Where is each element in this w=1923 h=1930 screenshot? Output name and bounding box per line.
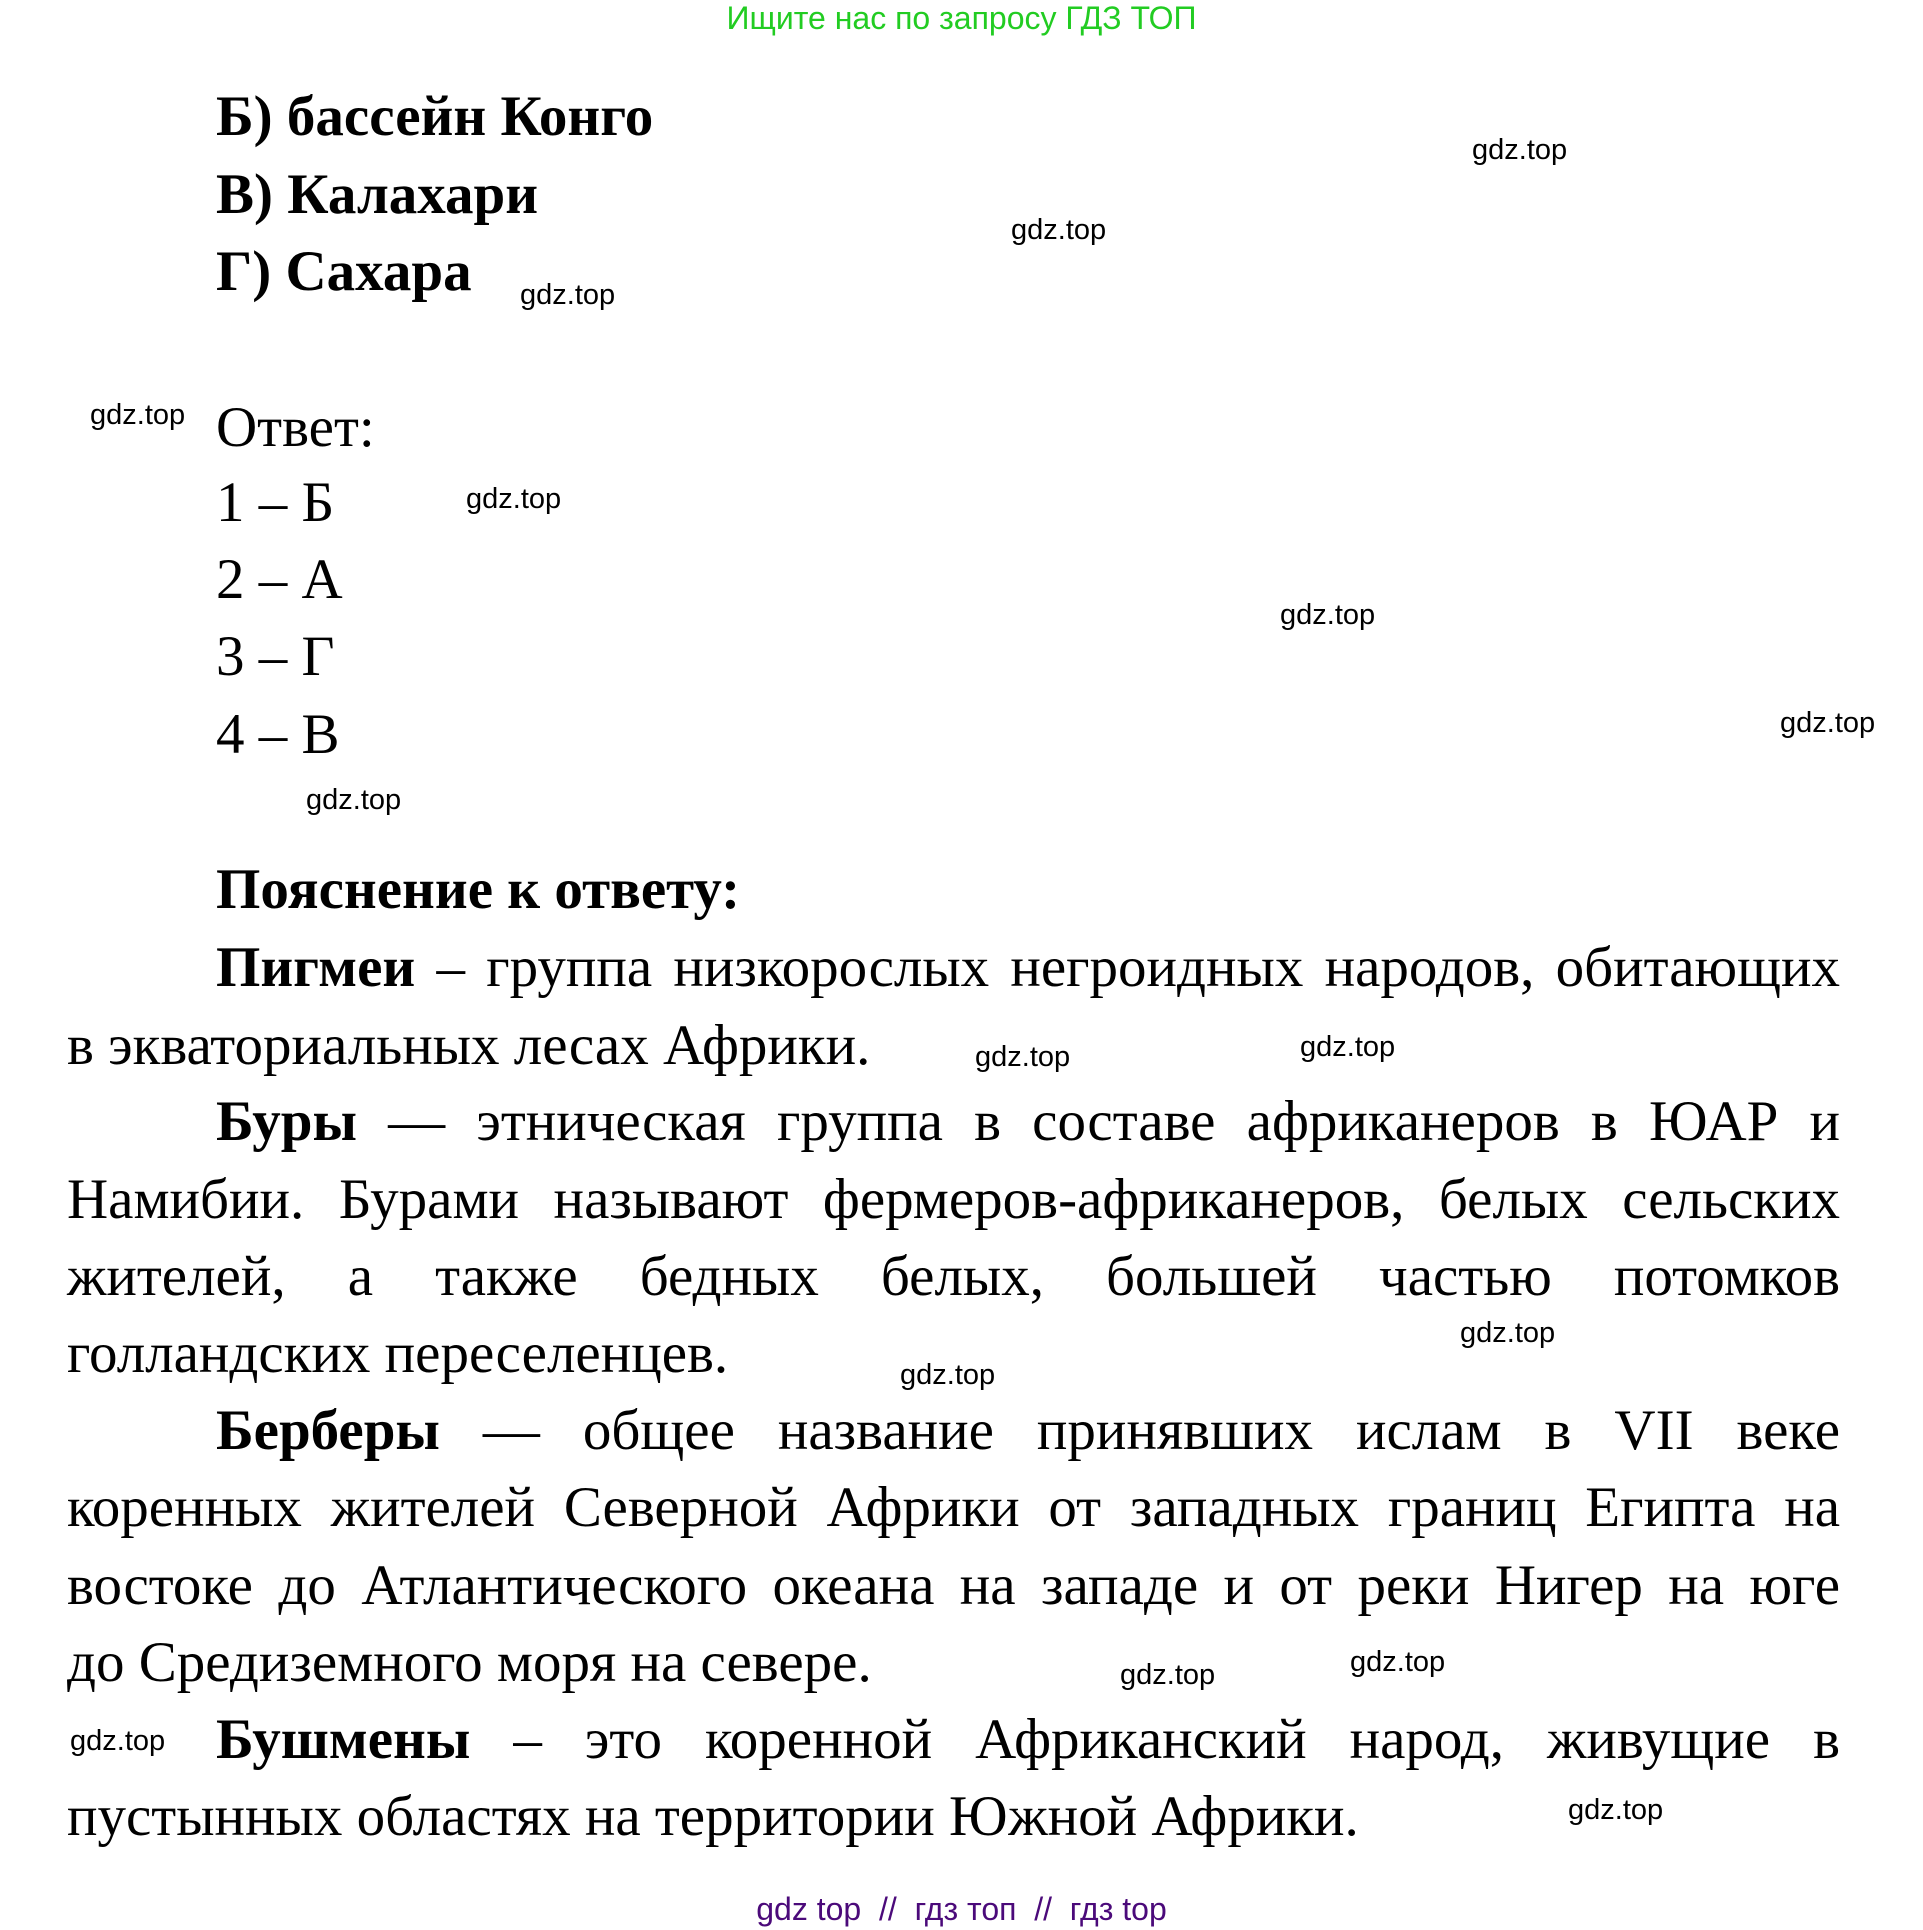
boers-line: жителей, а также бедных белых, большей частью потомков bbox=[67, 1245, 1840, 1308]
watermark: gdz.top bbox=[975, 1041, 1071, 1073]
bushmen-line bbox=[216, 1708, 1840, 1772]
answer-item: 2 – А bbox=[216, 548, 343, 611]
boers-line bbox=[216, 1090, 1840, 1154]
berbers-line: востоке до Атлантического океана на западе и от реки Нигер на юге bbox=[67, 1554, 1840, 1617]
option-g: Г) Сахара bbox=[216, 240, 472, 303]
watermark: gdz.top bbox=[1568, 1794, 1664, 1826]
watermark: gdz.top bbox=[1011, 214, 1107, 246]
text: — этническая группа в составе африканеров в ЮАР и bbox=[356, 1090, 1840, 1153]
pygmies-line: в экваториальных лесах Африки. bbox=[67, 1014, 871, 1077]
option-b: Б) бассейн Конго bbox=[216, 85, 654, 148]
watermark: gdz.top bbox=[1780, 707, 1876, 739]
berbers-line: коренных жителей Северной Африки от западных границ Египта на bbox=[67, 1476, 1840, 1539]
boers-line: голландских переселенцев. bbox=[67, 1322, 729, 1385]
explanation-title: Пояснение к ответу: bbox=[216, 858, 741, 921]
watermark: gdz.top bbox=[1350, 1646, 1446, 1678]
answer-item: 3 – Г bbox=[216, 625, 335, 688]
text: — общее название принявших ислам в VII веке bbox=[439, 1399, 1840, 1462]
text: – это коренной Африканский народ, живущие в bbox=[470, 1708, 1840, 1771]
answer-title: Ответ: bbox=[216, 396, 375, 459]
watermark: gdz.top bbox=[520, 279, 616, 311]
watermark: gdz.top bbox=[1120, 1659, 1216, 1691]
berbers-line bbox=[216, 1399, 1840, 1463]
watermark: gdz.top bbox=[1300, 1031, 1396, 1063]
watermark: gdz.top bbox=[1280, 599, 1376, 631]
berbers-line: до Средиземного моря на севере. bbox=[67, 1631, 872, 1694]
option-v: В) Калахари bbox=[216, 163, 539, 226]
watermark: gdz.top bbox=[306, 784, 402, 816]
header-banner: Ищите нас по запросу ГДЗ ТОП bbox=[726, 0, 1197, 36]
bushmen-line: пустынных областях на территории Южной Африки. bbox=[67, 1785, 1359, 1848]
watermark: gdz.top bbox=[1472, 134, 1568, 166]
answer-item: 4 – В bbox=[216, 703, 340, 766]
watermark: gdz.top bbox=[466, 483, 562, 515]
boers-line: Намибии. Бурами называют фермеров-африканеров, белых сельских bbox=[67, 1168, 1840, 1231]
answer-item: 1 – Б bbox=[216, 471, 335, 534]
footer-banner: gdz top // гдз топ // гдз top bbox=[756, 1891, 1167, 1927]
watermark: gdz.top bbox=[900, 1359, 996, 1391]
term: Пигмеи bbox=[216, 936, 416, 999]
text: – группа низкорослых негроидных народов, обитающих bbox=[415, 936, 1840, 999]
term: Буры bbox=[216, 1090, 357, 1153]
watermark: gdz.top bbox=[1460, 1317, 1556, 1349]
term: Бушмены bbox=[216, 1708, 471, 1771]
pygmies-line bbox=[216, 936, 1840, 1000]
watermark: gdz.top bbox=[90, 399, 186, 431]
term: Берберы bbox=[216, 1399, 440, 1462]
watermark: gdz.top bbox=[70, 1725, 166, 1757]
